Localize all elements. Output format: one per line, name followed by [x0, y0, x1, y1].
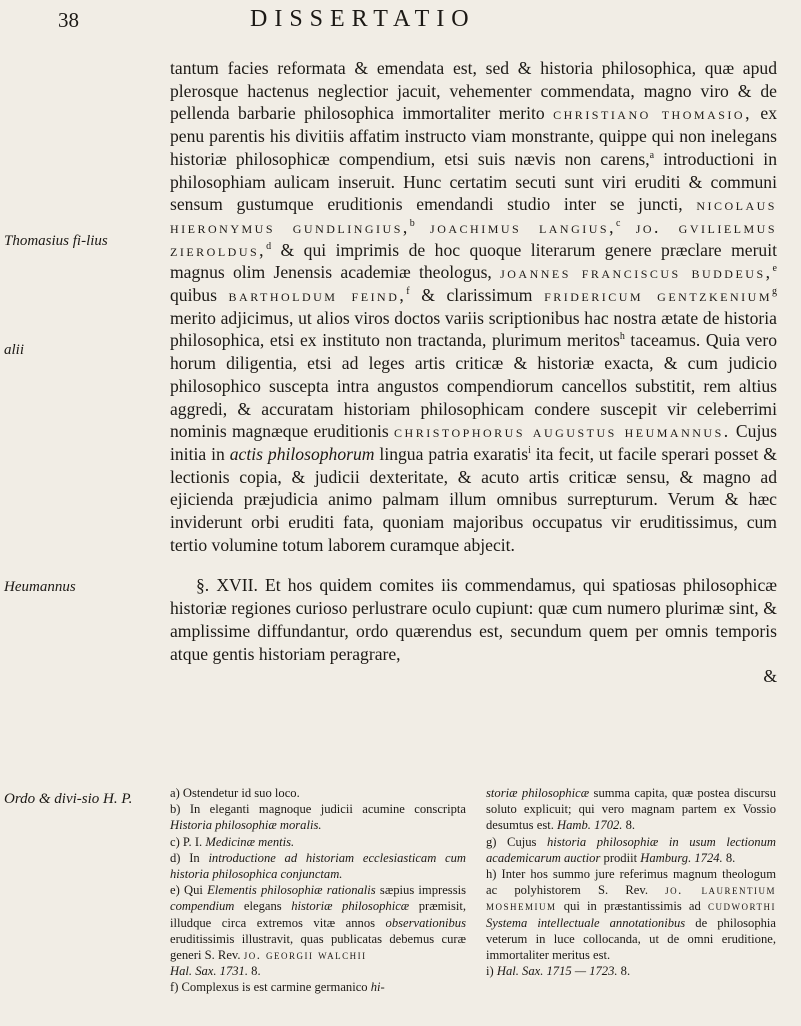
person-name: christiano thomasio, — [553, 103, 752, 124]
note-mark: g — [772, 286, 778, 298]
catchword: & — [763, 666, 777, 687]
footnote-a: a) Ostendetur id suo loco. — [170, 786, 300, 800]
note-mark: d — [266, 240, 272, 252]
footnote-c: c) P. I. Medicinæ mentis. — [170, 834, 295, 849]
note-mark: c — [616, 218, 621, 230]
person-name: joannes franciscus buddeus, — [500, 262, 773, 283]
person-name: joachimus langius, — [430, 216, 617, 237]
person-name: christophorus augustus heumannus. — [394, 421, 731, 442]
footnote-h: h) Inter hos summo jure referimus magnum theologum ac polyhistorem S. Rev. jo. laurentium moshemium qui in præstantissimis ad cudworthi Systema intellectuale annotationibus de philosophia veterum in luce collocanda, ut de omni eruditione, immortaliter meritus est. — [486, 867, 776, 963]
person-name: nicolaus hieronymus gundlingius, — [170, 194, 777, 237]
note-mark: b — [409, 218, 415, 230]
page-number: 38 — [58, 8, 79, 32]
person-name: fridericum gentzkenium — [544, 285, 773, 306]
footnote-i: i) Hal. Sax. 1715 — 1723. 8. — [486, 964, 631, 979]
paragraph-1: tantum facies reformata & emendata est, sed & historia philosophica, quæ apud plerosque hactenus neglectior jacuit, vehementer commendata, magno viro & de pellenda barbarie philosophica immortaliter merito christiano thomasio, ex penu parentis his divitiis affatim instructo viam monstrante, quippe qui non inelegans historiæ philosophicæ compendium, etsi suis nævis non carens,$^a$ introductioni in philosophiam aulicam inseruit. Hunc certatim secuti sunt viri eruditi & communi sensum gustumque eruditionis emendandi studio inter se juncti, nicolaus hieronymus gundlingius,$^b$ joachimus langius,$^c$ jo. gvilielmus zieroldus,$^d$ & qui imprimis de hoc quoque literarum genere præclare meruit magnus olim Jenensis academiæ theologus, joannes franciscus buddeus,$^e$ quibus bartholdum feind,$^f$ & clarissimum fridericum gentzkenium$^g$ merito adjicimus, ut alios viros doctos variis scriptionibus hac nostra ætate de historia philosophica, etsi ex instituto non tractanda, plurimum meritos$^h$ taceamus. Quia vero horum diligentia, etsi ad leges artis criticæ & historiæ exacta, & cum judicio philosophico suscepta intra angustos compendiorum cancellos substitit, rem altius aggredi, & accuratam historiam philosophicam condere suscepit vir celeberrimi nominis magnæque eruditionis christophorus augustus heumannus. Cujus initia in actis philosophorum lingua patria exaratis$^i$ ita fecit, ut facile sperari posset & lectionis copia, & judicii dexteritate, & acuto artis criticæ sensu, & magno ad ejicienda præjudicia animo palmam illum omnibus surrepturum. Verum & hæc inviderunt orbi eruditi fata, quoniam majoribus occupatus vir eruditissimus, cum tertio volumine totum laborem curamque abjecit. — [170, 58, 778, 555]
footnotes-left — [170, 785, 466, 996]
main-text — [170, 57, 777, 688]
person-name: jo. gvilielmus zieroldus, — [170, 216, 777, 260]
margin-note-heumannus: Heumannus — [4, 579, 76, 595]
footnote-f: f) Complexus is est carmine germanico hi- — [170, 980, 385, 995]
note-mark: e — [772, 263, 777, 275]
margin-note-ordo: Ordo & divi-sio H. P. — [4, 791, 133, 807]
person-name: bartholdum feind, — [228, 285, 407, 306]
footnote-f-continued: storiæ philosophicæ summa capita, quæ postea discursu soluto explicuit; qui vero magnam partem ex Vossio desumtus est. Hamb. 1702. 8. — [486, 786, 776, 833]
book-title: actis philosophorum — [229, 443, 375, 464]
note-mark: i — [528, 445, 531, 457]
note-mark: h — [619, 331, 625, 343]
note-mark: f — [406, 286, 410, 298]
running-title: DISSERTATIO — [250, 6, 476, 32]
footnote-d: d) In introductione ad historiam ecclesiasticam cum historia philosophica conjunctam. — [170, 850, 467, 882]
footnotes-right — [486, 785, 776, 979]
paragraph-2: §. XVII. Et hos quidem comites iis commendamus, qui spatiosas philosophicæ historiæ regiones curioso perlustrare oculo cupiunt: quæ cum numero plurimæ sint, & amplissime diffundantur, ordo quærendus est, secundum quem per omnis temporis atque gentis historiam peragrare, — [170, 575, 777, 664]
footnote-e: e) Qui Elementis philosophiæ rationalis sæpius impressis compendium elegans historiæ philosophicæ præmisit, illudque circa extremos vitæ annos observationibus eruditissimis illustravit, quas publicatas debemus curæ generi S. Rev. jo. georgii walchii Hal. Sax. 1731. 8. — [170, 883, 466, 979]
footnote-b: b) In eleganti magnoque judicii acumine conscripta Historia philosophiæ moralis. — [170, 802, 466, 833]
margin-note-thomasius: Thomasius fi-lius — [4, 233, 108, 249]
margin-note-alii: alii — [4, 342, 25, 358]
note-mark: a — [649, 149, 655, 161]
footnote-g: g) Cujus historia philosophiæ in usum lectionum academicarum auctior prodiit Hamburg. 1724. 8. — [486, 834, 776, 865]
